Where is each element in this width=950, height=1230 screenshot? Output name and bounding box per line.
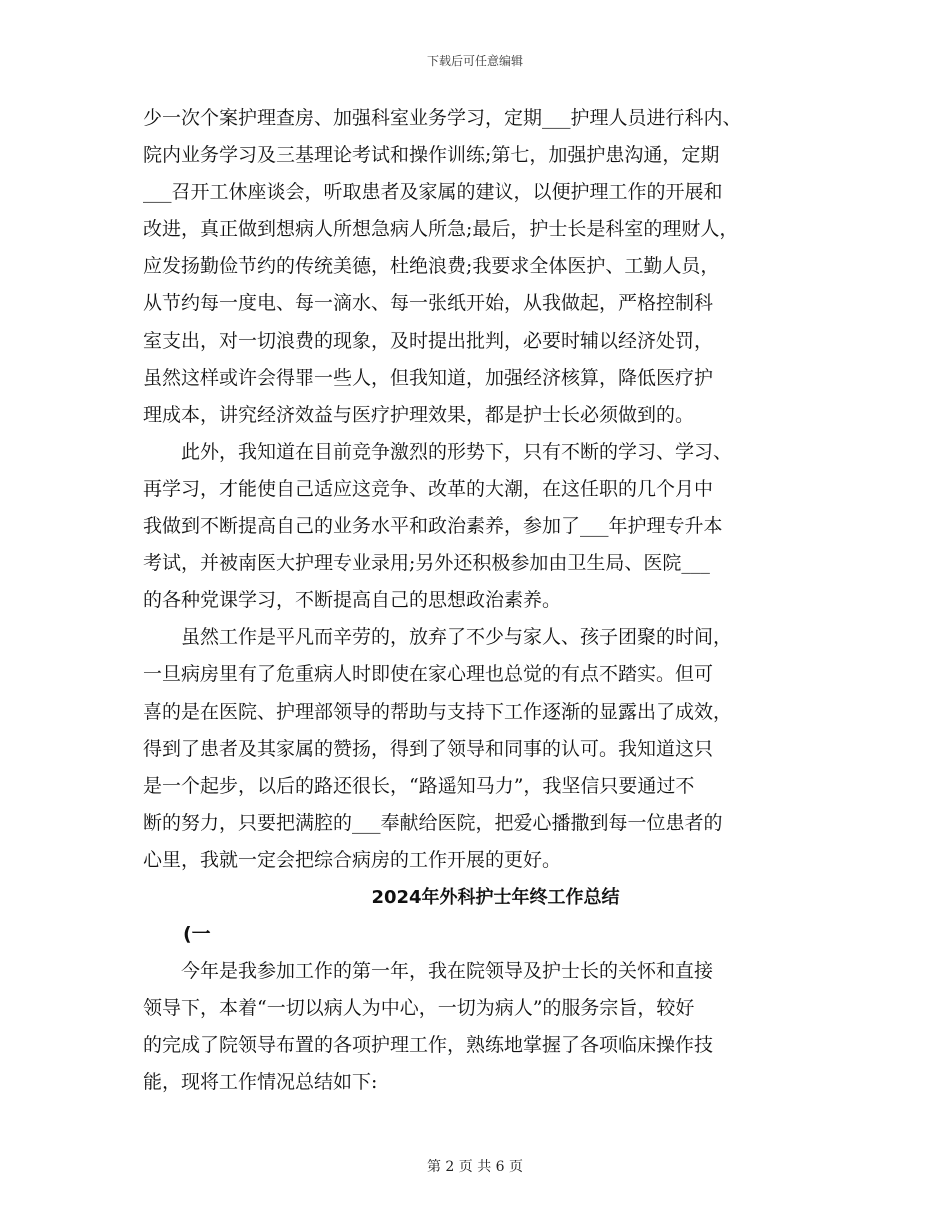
body-line: 再学习，才能使自己适应这竞争、改革的大潮，在这任职的几个月中 [143, 477, 714, 500]
body-line: 室支出，对一切浪费的现象，及时提出批判，必要时辅以经济处罚， [143, 329, 714, 352]
header-note: 下载后可任意编辑 [426, 54, 523, 68]
body-line: 是一个起步，以后的路还很长，“路遥知马力”，我坚信只要通过不 [143, 774, 695, 797]
body-line: 虽然工作是平凡而辛劳的，放弃了不少与家人、孩子团聚的时间， [143, 626, 733, 649]
body-line: 院内业务学习及三基理论考试和操作训练;第七，加强护患沟通，定期 [143, 144, 720, 167]
body-line: 领导下，本着“一切以病人为中心，一切为病人”的服务宗旨，较好 [143, 997, 695, 1020]
body-line: 心里，我就一定会把综合病房的工作开展的更好。 [143, 848, 562, 871]
body-line: 得到了患者及其家属的赞扬，得到了领导和同事的认可。我知道这只 [143, 737, 714, 760]
document-body [143, 100, 808, 1102]
body-line: 从节约每一度电、每一滴水、每一张纸开始，从我做起，严格控制科 [143, 292, 714, 315]
body-line: 今年是我参加工作的第一年，我在院领导及护士长的关怀和直接 [143, 960, 714, 983]
body-line: 一旦病房里有了危重病人时即使在家心理也总觉的有点不踏实。但可 [143, 663, 714, 686]
body-line: 应发扬勤俭节约的传统美德，杜绝浪费;我要求全体医护、工勤人员， [143, 255, 720, 278]
body-line: 改进，真正做到想病人所想急病人所急;最后，护士长是科室的理财人， [143, 218, 739, 241]
section-title: 2024年外科护士年终工作总结 [371, 886, 620, 908]
body-line: 此外，我知道在目前竞争激烈的形势下，只有不断的学习、学习、 [143, 440, 733, 463]
body-line: 考试，并被南医大护理专业录用;另外还积极参加由卫生局、医院___ [143, 552, 710, 575]
body-line: 的完成了院领导布置的各项护理工作，熟练地掌握了各项临床操作技 [143, 1034, 714, 1057]
body-line: 我做到不断提高自己的业务水平和政治素养，参加了___年护理专升本 [143, 515, 723, 538]
body-line: 断的努力，只要把满腔的___奉献给医院，把爱心播撒到每一位患者的 [143, 811, 723, 834]
body-line: 少一次个案护理查房、加强科室业务学习，定期___护理人员进行科内、 [143, 107, 742, 129]
body-line: 的各种党课学习，不断提高自己的思想政治素养。 [143, 589, 562, 612]
section-subtitle: (一 [183, 923, 211, 946]
body-line: 能，现将工作情况总结如下: [143, 1071, 378, 1094]
body-line: 虽然这样或许会得罪一些人，但我知道，加强经济核算，降低医疗护 [143, 366, 714, 389]
body-line: ___召开工休座谈会，听取患者及家属的建议，以便护理工作的开展和 [143, 181, 723, 204]
body-line: 理成本，讲究经济效益与医疗护理效果，都是护士长必须做到的。 [143, 403, 695, 426]
page-footer: 第 2 页 共 6 页 [426, 1159, 524, 1175]
body-line: 喜的是在医院、护理部领导的帮助与支持下工作逐渐的显露出了成效， [143, 700, 733, 723]
